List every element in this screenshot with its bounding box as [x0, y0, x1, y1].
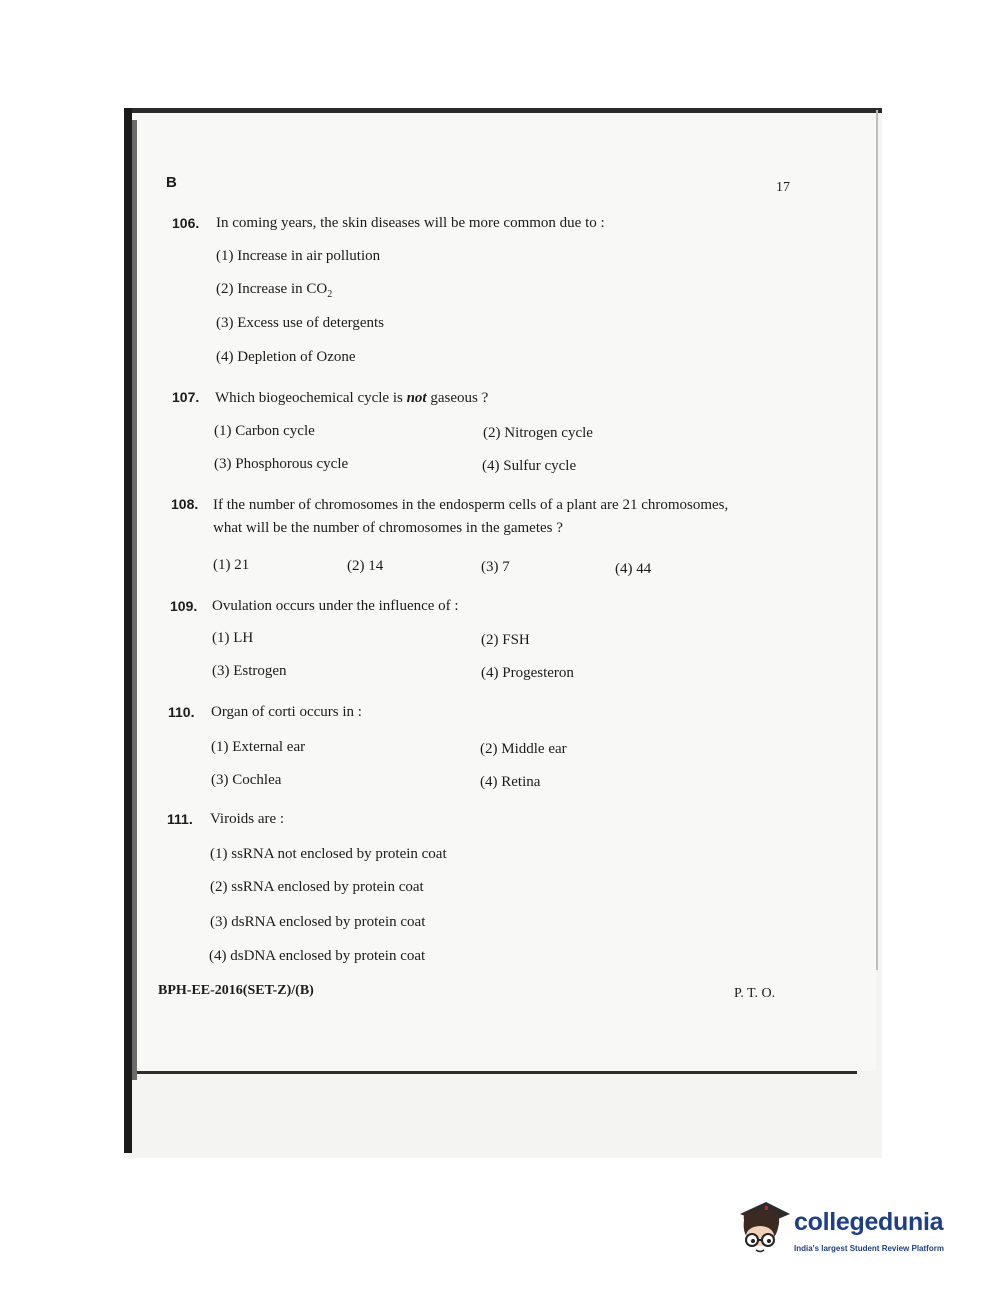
logo-tagline: India's largest Student Review Platform — [794, 1244, 944, 1253]
option: (4) dsDNA enclosed by protein coat — [209, 948, 426, 964]
question-text: If the number of chromosomes in the endosperm cells of a plant are 21 chromosomes, — [213, 497, 729, 513]
question-text: what will be the number of chromosomes in the gametes ? — [213, 520, 563, 536]
option: (3) Estrogen — [212, 663, 287, 679]
question-text: Viroids are : — [210, 811, 285, 827]
question-number: 111. — [167, 811, 193, 827]
option: (3) Cochlea — [211, 772, 282, 788]
option: (4) 44 — [615, 561, 652, 577]
logo-wordmark: collegedunia — [794, 1208, 944, 1236]
mascot-icon — [732, 1196, 792, 1266]
option: (4) Depletion of Ozone — [216, 349, 356, 365]
question-text: In coming years, the skin diseases will be more common due to : — [216, 215, 605, 231]
option: (4) Progesteron — [481, 665, 574, 681]
option: (3) Excess use of detergents — [216, 315, 385, 331]
scan-edge-shadow — [132, 120, 137, 1080]
question-text: Organ of corti occurs in : — [211, 704, 362, 720]
question-number: 109. — [170, 598, 198, 614]
set-letter: B — [166, 174, 177, 191]
option: (3) dsRNA enclosed by protein coat — [210, 914, 426, 930]
option: (1) Carbon cycle — [214, 423, 315, 439]
question-number: 110. — [168, 704, 195, 720]
question-text — [215, 390, 488, 407]
question-text-part: gaseous ? — [426, 390, 489, 406]
question-number: 108. — [171, 496, 199, 512]
option: (1) ssRNA not enclosed by protein coat — [210, 846, 447, 862]
option: (1) External ear — [211, 739, 306, 755]
option: (2) Nitrogen cycle — [483, 425, 593, 441]
option: (2) ssRNA enclosed by protein coat — [210, 879, 424, 895]
option: (4) Sulfur cycle — [482, 458, 577, 474]
scan-edge-bottom — [137, 1071, 857, 1074]
scan-edge-right — [876, 110, 878, 970]
option: (2) FSH — [481, 632, 530, 648]
option: (4) Retina — [480, 774, 541, 790]
subscript: 2 — [327, 289, 333, 300]
option: (1) Increase in air pollution — [216, 248, 381, 264]
option: (2) 14 — [347, 558, 384, 574]
collegedunia-logo[interactable] — [732, 1196, 962, 1266]
scan-edge-left — [124, 108, 132, 1153]
page-number: 17 — [776, 180, 790, 195]
option-text: (2) Increase in CO — [216, 281, 328, 297]
option: (3) 7 — [481, 559, 510, 575]
please-turn-over: P. T. O. — [734, 986, 776, 1001]
option — [216, 281, 332, 300]
option: (1) LH — [212, 630, 254, 646]
question-emphasis: not — [406, 390, 427, 406]
question-text-part: Which biogeochemical cycle is — [215, 390, 407, 406]
question-text: Ovulation occurs under the influence of : — [212, 598, 459, 614]
paper-code: BPH-EE-2016(SET-Z)/(B) — [158, 983, 314, 998]
option: (2) Middle ear — [480, 741, 567, 757]
option: (1) 21 — [213, 557, 250, 573]
option: (3) Phosphorous cycle — [214, 456, 349, 472]
question-number: 107. — [172, 389, 200, 405]
question-number: 106. — [172, 215, 200, 231]
